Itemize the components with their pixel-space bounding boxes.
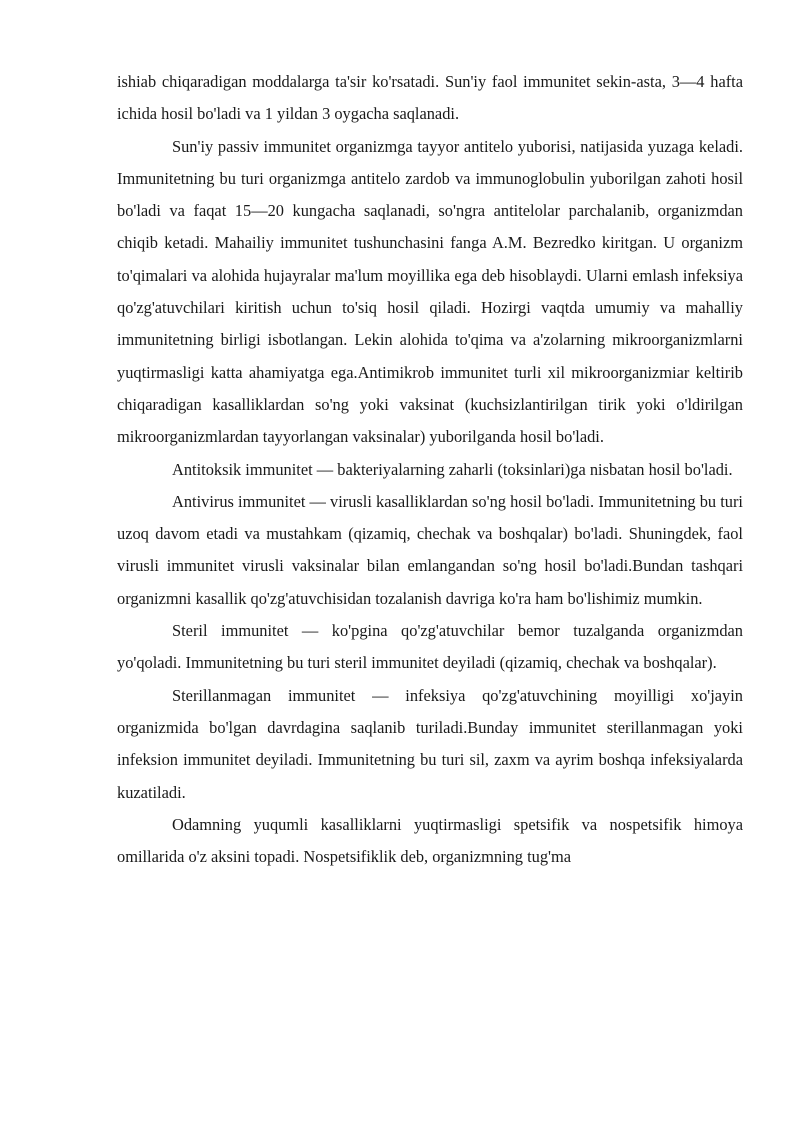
paragraph-passive-immunity: Sun'iy passiv immunitet organizmga tayyor antitelo yuborisi, natijasida yuzaga keladi. Immunitetning bu turi organizmga antitelo zardob va immunoglobulin yuborilgan zahoti hosil bo'ladi va faqat 15—20 kungacha saqlanadi, so'ngra antitelolar parchalanib, organizmdan chiqib ketadi. Mahailiy immunitet tushunchasini fanga A.M. Bezredko kiritgan. U organizm to'qimalari va alohida hujayralar ma'lum moyillika ega deb hisoblaydi. Ularni emlash infeksiya qo'zg'atuvchilari kiritish uchun to'siq hosil qiladi. Hozirgi vaqtda umumiy va mahalliy immunitetning birligi isbotlangan. Lekin alohida to'qima va a'zolarning mikroorganizmlarni yuqtirmasligi katta ahamiyatga ega.Antimikrob immunitet turli xil mikroorganizmiar keltirib chiqaradigan kasalliklardan so'ng yoki vaksinat (kuchsizlantirilgan tirik yoki o'ldirilgan mikroorganizmlardan tayyorlangan vaksinalar) yuborilganda hosil bo'ladi. [117, 136, 743, 447]
document-page [117, 66, 743, 873]
paragraph-nonsterile-immunity: Sterillanmagan immunitet — infeksiya qo'zg'atuvchining moyilligi xo'jayin organizmida bo'lgan davrdagina saqlanib turiladi.Bunday immunitet sterillanmagan yoki infeksion immunitet deyiladi. Immunitetning bu turi sil, zaxm va ayrim boshqa infeksiyalarda kuzatiladi. [117, 685, 743, 802]
paragraph-antitoxic-immunity: Antitoksik immunitet — bakteriyalarning zaharli (toksinlari)ga nisbatan hosil bo'ladi. [172, 459, 733, 479]
paragraph-specific-nonspecific: Odamning yuqumli kasalliklarni yuqtirmasligi spetsifik va nospetsifik himoya omillarida o'z aksini topadi. Nospetsifiklik deb, organizmning tug'ma [117, 814, 743, 867]
paragraph-active-immunity-end: ishiab chiqaradigan moddalarga ta'sir ko'rsatadi. Sun'iy faol immunitet sekin-asta, 3—4 hafta ichida hosil bo'ladi va 1 yildan 3 oygacha saqlanadi. [117, 72, 743, 124]
paragraph-sterile-immunity: Steril immunitet — ko'pgina qo'zg'atuvchilar bemor tuzalganda organizmdan yo'qoladi. Immunitetning bu turi steril immunitet deyiladi (qizamiq, chechak va boshqalar). [117, 621, 743, 673]
paragraph-antivirus-immunity: Antivirus immunitet — virusli kasalliklardan so'ng hosil bo'ladi. Immunitetning bu turi uzoq davom etadi va mustahkam (qizamiq, chechak va boshqalar) bo'ladi. Shuningdek, faol virusli immunitet virusli vaksinalar bilan emlangandan so'ng hosil bo'ladi.Bundan tashqari organizmni kasallik qo'zg'atuvchisidan tozalanish davriga ko'ra ham bo'lishimiz mumkin. [117, 491, 743, 608]
